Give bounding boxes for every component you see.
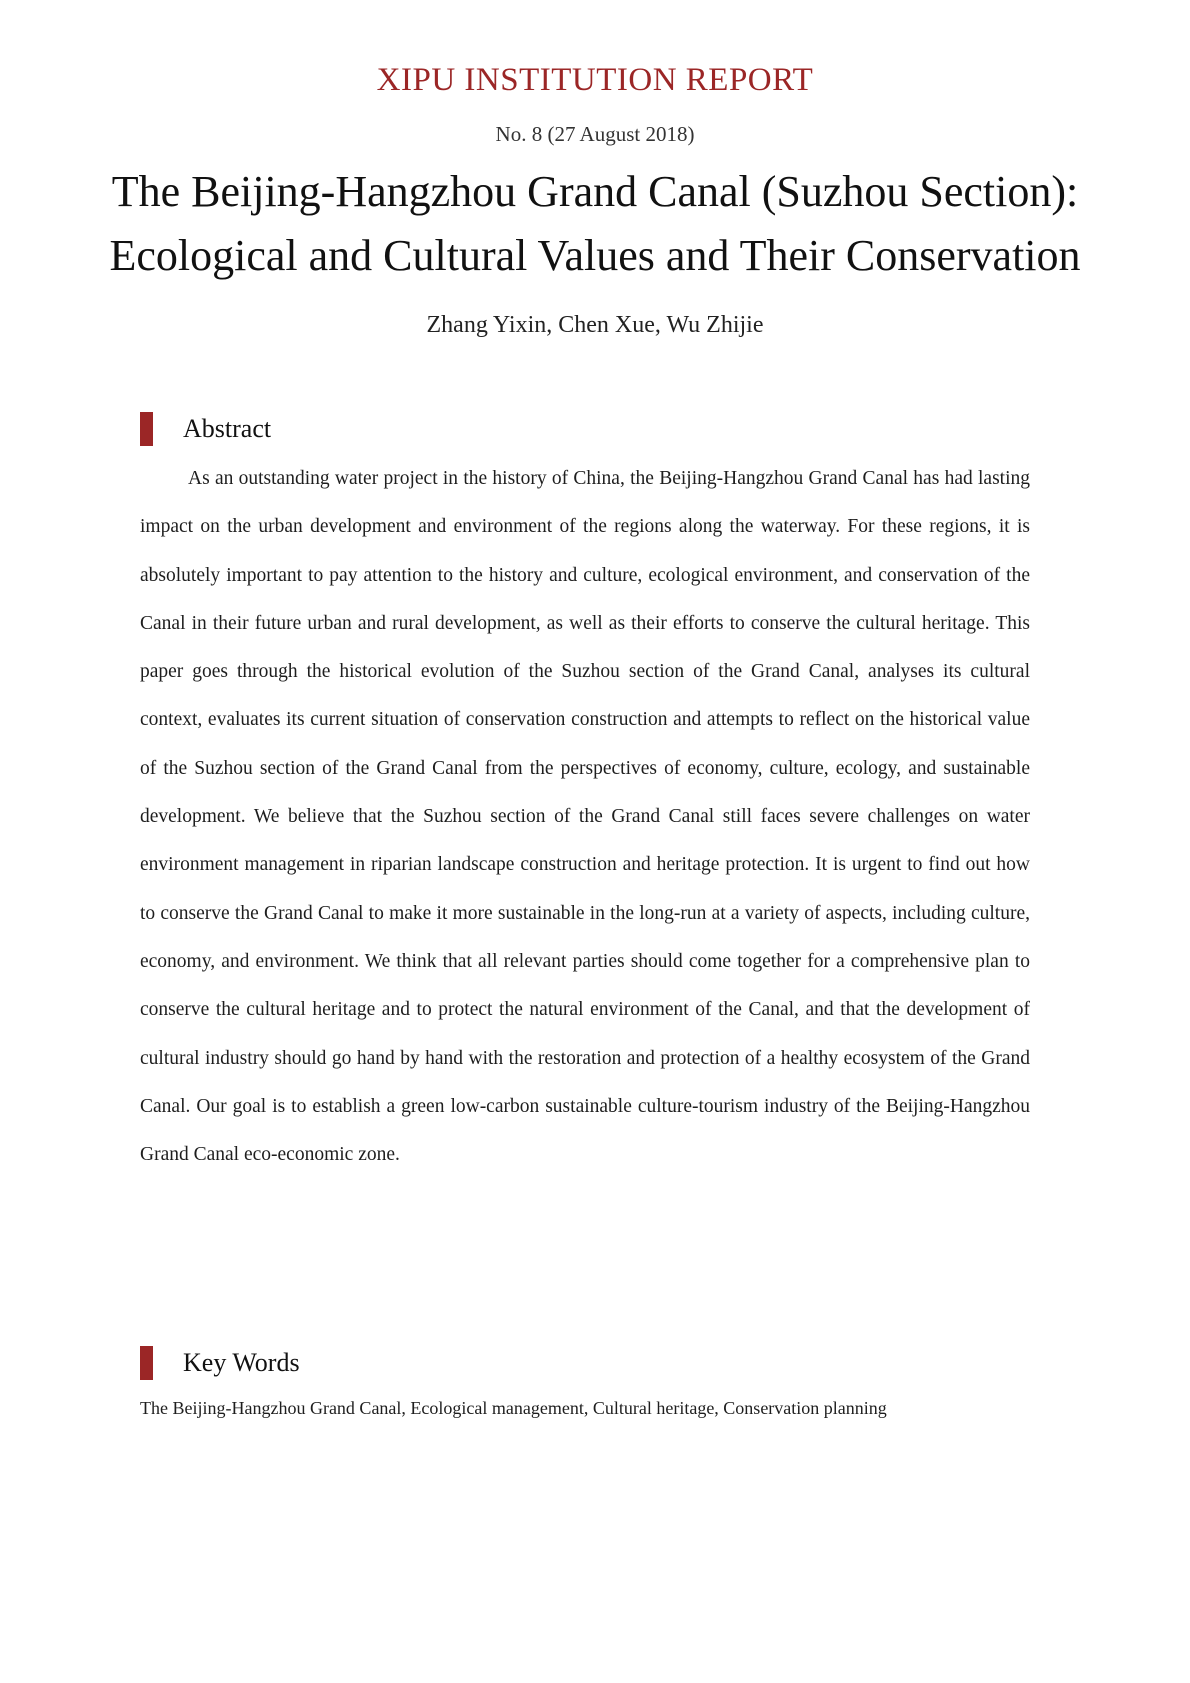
keywords-heading-label: Key Words (183, 1348, 300, 1377)
abstract-text: As an outstanding water project in the history of China, the Beijing-Hangzhou Grand Canal has had lasting impact on the urban development and environment of the regions along the waterway. For these regions, it is absolutely important to pay attention to the history and culture, ecological environment, and conservation of the Canal in their future urban and rural development, as well as their efforts to conserve the cultural heritage. This paper goes through the historical evolution of the Suzhou section of the Grand Canal, analyses its cultural context, evaluates its current situation of conservation construction and attempts to reflect on the historical value of the Suzhou section of the Grand Canal from the perspectives of economy, culture, ecology, and sustainable development. We believe that the Suzhou section of the Grand Canal still faces severe challenges on water environment management in riparian landscape construction and heritage protection. It is urgent to find out how to conserve the Grand Canal to make it more sustainable in the long-run at a variety of aspects, including culture, economy, and environment. We think that all relevant parties should come together for a comprehensive plan to conserve the cultural heritage and to protect the natural environment of the Canal, and that the development of cultural industry should go hand by hand with the restoration and protection of a healthy ecosystem of the Grand Canal. Our goal is to establish a green low-carbon sustainable culture-tourism industry of the Beijing-Hangzhou Grand Canal eco-economic zone. (140, 468, 1030, 1166)
section-marker-bar (140, 1346, 153, 1380)
paper-authors: Zhang Yixin, Chen Xue, Wu Zhijie (426, 312, 764, 338)
report-name: XIPU INSTITUTION REPORT (376, 62, 814, 98)
abstract-heading (140, 412, 271, 446)
issue-info: No. 8 (27 August 2018) (495, 122, 695, 146)
paper-title: The Beijing-Hangzhou Grand Canal (Suzhou Section): Ecological and Cultural Values and Their Conservation (109, 167, 1081, 280)
keywords-list: The Beijing-Hangzhou Grand Canal, Ecological management, Cultural heritage, Conservation planning (140, 1398, 887, 1418)
keywords-heading (140, 1346, 300, 1380)
abstract-heading-label: Abstract (183, 414, 272, 443)
section-marker-bar (140, 412, 153, 446)
